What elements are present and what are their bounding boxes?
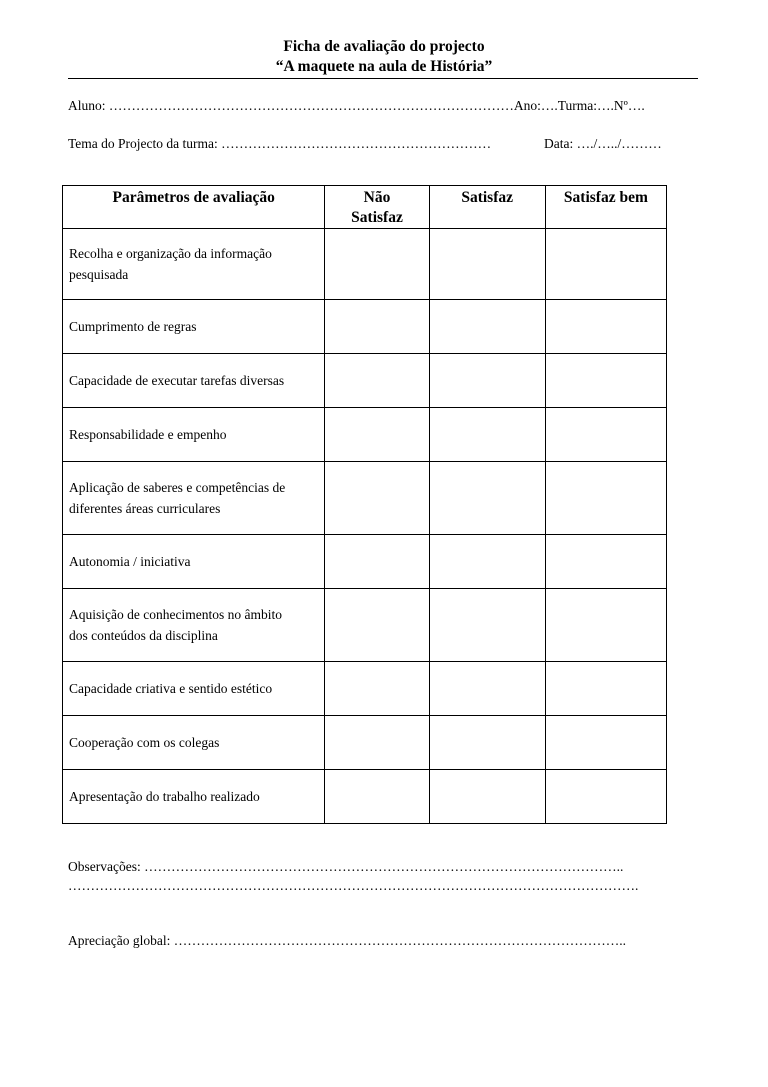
satisfaz-cell[interactable]	[429, 589, 545, 662]
nao-satisfaz-cell[interactable]	[325, 662, 429, 716]
header-parametros: Parâmetros de avaliação	[63, 186, 325, 229]
satisfaz-bem-cell[interactable]	[545, 354, 666, 408]
satisfaz-bem-cell[interactable]	[545, 300, 666, 354]
table-row	[63, 408, 667, 462]
satisfaz-cell[interactable]	[429, 462, 545, 535]
satisfaz-bem-cell[interactable]	[545, 716, 666, 770]
satisfaz-cell[interactable]	[429, 770, 545, 824]
evaluation-table	[62, 185, 667, 824]
table-row	[63, 229, 667, 300]
satisfaz-cell[interactable]	[429, 300, 545, 354]
criterion-label: Autonomia / iniciativa	[63, 535, 325, 589]
table-row	[63, 770, 667, 824]
nao-satisfaz-cell[interactable]	[325, 354, 429, 408]
observacoes-line2: ……………………………………………………………………………………………………………….	[68, 878, 639, 893]
observacoes-line1: Observações: ……………………………………………………………………………………………..	[68, 859, 624, 874]
nao-satisfaz-cell[interactable]	[325, 535, 429, 589]
header-satisfaz-bem: Satisfaz bem	[545, 186, 666, 229]
header-nao-satisfaz: Não Satisfaz	[325, 186, 429, 229]
tema-field: Tema do Projecto da turma: ……………………………………………………	[68, 136, 492, 151]
satisfaz-bem-cell[interactable]	[545, 770, 666, 824]
criterion-label: Cooperação com os colegas	[63, 716, 325, 770]
satisfaz-bem-cell[interactable]	[545, 589, 666, 662]
document-title-line1: Ficha de avaliação do projecto	[283, 38, 485, 55]
title-underline	[68, 78, 698, 79]
satisfaz-bem-cell[interactable]	[545, 229, 666, 300]
nao-satisfaz-cell[interactable]	[325, 589, 429, 662]
criterion-label: Apresentação do trabalho realizado	[63, 770, 325, 824]
satisfaz-cell[interactable]	[429, 535, 545, 589]
satisfaz-cell[interactable]	[429, 662, 545, 716]
satisfaz-cell[interactable]	[429, 229, 545, 300]
table-row	[63, 716, 667, 770]
satisfaz-bem-cell[interactable]	[545, 662, 666, 716]
satisfaz-cell[interactable]	[429, 354, 545, 408]
nao-satisfaz-cell[interactable]	[325, 716, 429, 770]
criterion-label: Capacidade de executar tarefas diversas	[63, 354, 325, 408]
nao-satisfaz-cell[interactable]	[325, 408, 429, 462]
satisfaz-cell[interactable]	[429, 716, 545, 770]
criterion-label: Capacidade criativa e sentido estético	[63, 662, 325, 716]
table-row	[63, 535, 667, 589]
table-row	[63, 354, 667, 408]
criterion-label: Responsabilidade e empenho	[63, 408, 325, 462]
nao-satisfaz-cell[interactable]	[325, 770, 429, 824]
apreciacao-global: Apreciação global: ………………………………………………………………………………………..	[68, 933, 626, 948]
criterion-label: Aquisição de conhecimentos no âmbito dos conteúdos da disciplina	[63, 589, 325, 662]
criterion-label: Cumprimento de regras	[63, 300, 325, 354]
data-field: Data: …./…../………	[544, 136, 662, 151]
satisfaz-bem-cell[interactable]	[545, 408, 666, 462]
nao-satisfaz-cell[interactable]	[325, 462, 429, 535]
document-title-line2: “A maquete na aula de História”	[275, 58, 493, 75]
header-satisfaz: Satisfaz	[429, 186, 545, 229]
nao-satisfaz-cell[interactable]	[325, 229, 429, 300]
satisfaz-bem-cell[interactable]	[545, 462, 666, 535]
aluno-field: Aluno: ………………………………………………………………………………Ano:….Turma:….Nº….	[68, 98, 645, 113]
criterion-label: Aplicação de saberes e competências de diferentes áreas curriculares	[63, 462, 325, 535]
satisfaz-bem-cell[interactable]	[545, 535, 666, 589]
criterion-label: Recolha e organização da informação pesquisada	[63, 229, 325, 300]
table-row	[63, 589, 667, 662]
table-row	[63, 300, 667, 354]
nao-satisfaz-cell[interactable]	[325, 300, 429, 354]
table-header-row	[63, 186, 667, 229]
table-row	[63, 662, 667, 716]
table-row	[63, 462, 667, 535]
satisfaz-cell[interactable]	[429, 408, 545, 462]
